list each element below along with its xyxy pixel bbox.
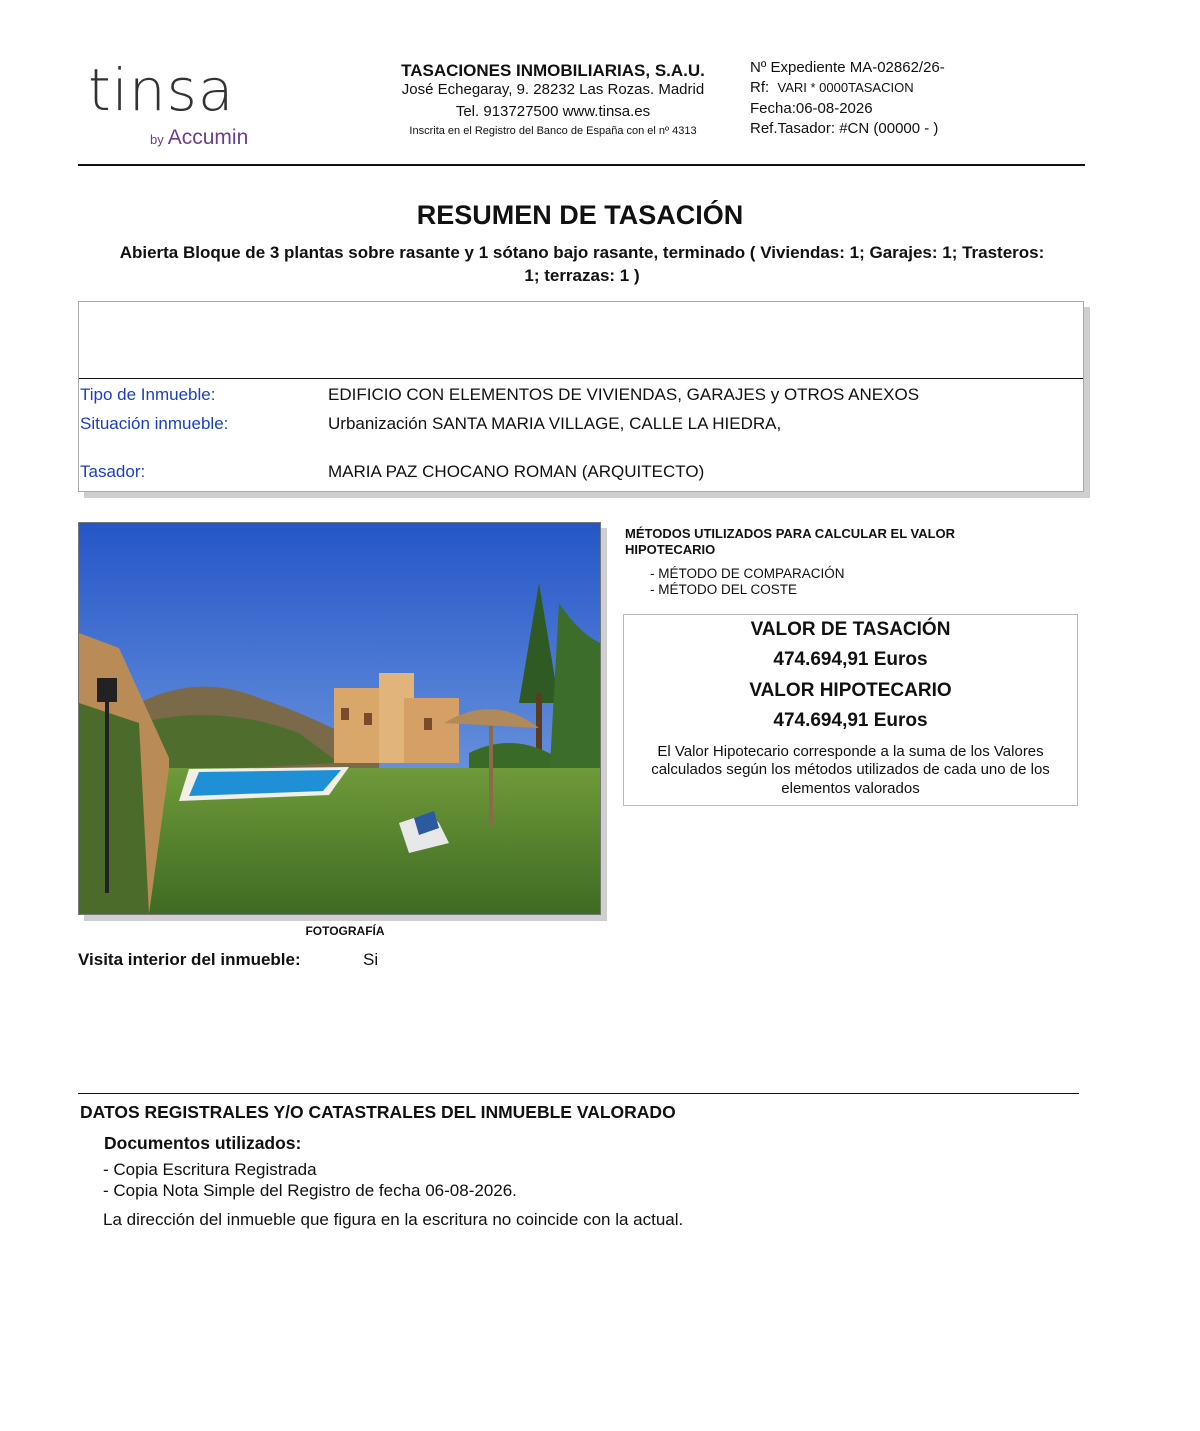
tasacion-label: VALOR DE TASACIÓN [750,619,951,640]
valuation-note: El Valor Hipotecario corresponde a la suma de los Valores calculados según los métodos utilizados de cada uno de los elementos valorados [651,743,1050,797]
tasacion-value: 474.694,91 Euros [773,649,928,670]
logo-brand-text: Accumin [167,126,249,149]
fecha: Fecha:06-08-2026 [750,99,873,117]
registry-note: La dirección del inmueble que figura en la escritura no coincide con la actual. [103,1210,684,1229]
company-name: TASACIONES INMOBILIARIAS, S.A.U. [401,61,705,80]
situacion-label: Situación inmueble: [80,414,229,433]
rf-label: Rf: [750,79,770,97]
valuation-box [623,614,1078,806]
visit-label: Visita interior del inmueble: [78,950,301,969]
company-block [383,60,723,139]
doc-item: - Copia Nota Simple del Registro de fecha 06-08-2026. [103,1181,517,1200]
hipotecario-label: VALOR HIPOTECARIO [749,680,952,701]
method-item: - MÉTODO DE COMPARACIÓN [650,566,845,581]
photo-caption: FOTOGRAFÍA [305,924,385,938]
rf-line [750,78,945,98]
property-info-box [78,301,1084,492]
visit-value: Si [363,950,379,969]
company-registry: Inscrita en el Registro del Banco de España con el nº 4313 [409,124,697,137]
page-subtitle: Abierta Bloque de 3 plantas sobre rasante y 1 sótano bajo rasante, terminado ( Viviendas: 1; Garajes: 1; Trasteros: 1; terrazas: 1 ) [119,243,1045,285]
section-divider [78,1093,1079,1094]
hipotecario-value: 474.694,91 Euros [773,710,928,731]
company-address: José Echegaray, 9. 28232 Las Rozas. Madrid [401,81,705,99]
pool-garden-photo [79,523,600,914]
header-divider [78,164,1085,166]
company-phone-web: Tel. 913727500 www.tinsa.es [455,103,651,120]
tasador-label: Tasador: [80,462,146,481]
tipo-label: Tipo de Inmueble: [80,385,216,404]
method-item: - MÉTODO DEL COSTE [650,582,798,597]
rf-value: VARI * 0000TASACION [777,80,914,96]
file-meta [750,58,945,139]
info-divider [79,378,1083,379]
tinsa-logo: tinsa [88,56,235,124]
docs-label: Documentos utilizados: [104,1133,302,1153]
ref-tasador: Ref.Tasador: #CN (00000 - ) [750,119,939,137]
registry-section-title: DATOS REGISTRALES Y/O CATASTRALES DEL INMUEBLE VALORADO [80,1102,676,1122]
property-photo [78,522,601,915]
accumin-logo [150,126,248,150]
doc-item: - Copia Escritura Registrada [103,1160,317,1179]
tipo-value: EDIFICIO CON ELEMENTOS DE VIVIENDAS, GARAJES y OTROS ANEXOS [328,385,920,404]
situacion-value: Urbanización SANTA MARIA VILLAGE, CALLE LA HIEDRA, [328,414,782,433]
expediente: Nº Expediente MA-02862/26- [750,59,945,76]
logo-by-text: by [150,132,164,147]
page-title: RESUMEN DE TASACIÓN [416,200,744,230]
tasador-value: MARIA PAZ CHOCANO ROMAN (ARQUITECTO) [328,462,705,481]
methods-title: MÉTODOS UTILIZADOS PARA CALCULAR EL VALOR HIPOTECARIO [625,526,956,558]
